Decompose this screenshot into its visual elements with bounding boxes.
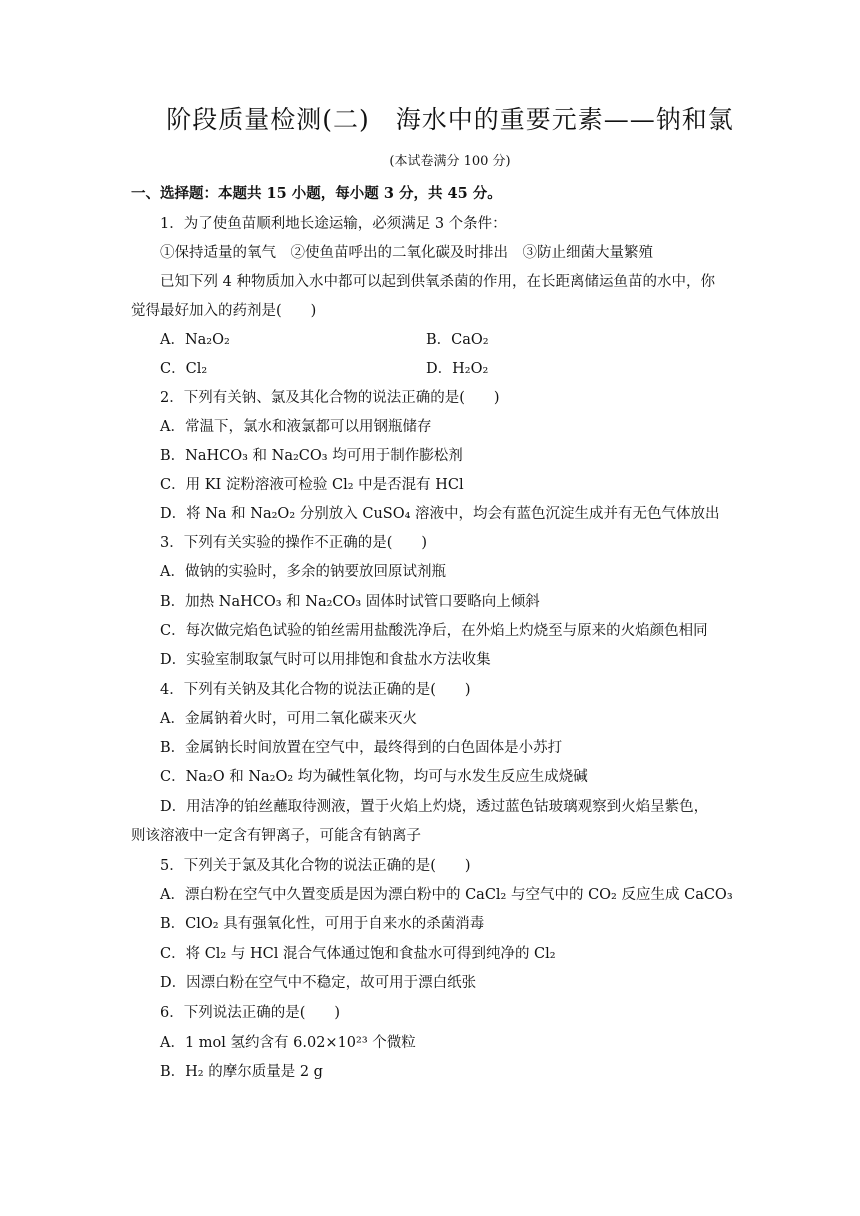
question-5-option-c: C．将 Cl₂ 与 HCl 混合气体通过饱和食盐水可得到纯净的 Cl₂ — [160, 946, 556, 962]
question-2-option-d: D．将 Na 和 Na₂O₂ 分别放入 CuSO₄ 溶液中，均会有蓝色沉淀生成并有无色气体放出 — [160, 506, 720, 522]
question-1-conditions: ①保持适量的氧气 ②使鱼苗呼出的二氧化碳及时排出 ③防止细菌大量繁殖 — [160, 245, 653, 261]
question-4-option-d-cont: 则该溶液中一定含有钾离子，可能含有钠离子 — [131, 828, 421, 844]
question-5-option-d: D．因漂白粉在空气中不稳定，故可用于漂白纸张 — [160, 975, 477, 991]
question-3-option-c: C．每次做完焰色试验的铂丝需用盐酸洗净后，在外焰上灼烧至与原来的火焰颜色相同 — [160, 623, 708, 639]
question-1-stem: 1．为了使鱼苗顺利地长途运输，必须满足 3 个条件： — [160, 216, 507, 232]
question-4-option-b: B．金属钠长时间放置在空气中，最终得到的白色固体是小苏打 — [160, 740, 563, 756]
question-4-option-a: A．金属钠着火时，可用二氧化碳来灭火 — [160, 711, 417, 727]
question-4-option-c: C．Na₂O 和 Na₂O₂ 均为碱性氧化物，均可与水发生反应生成烧碱 — [160, 769, 588, 785]
question-2-option-c: C．用 KI 淀粉溶液可检验 Cl₂ 中是否混有 HCl — [160, 477, 464, 493]
question-1-stem-line2: 已知下列 4 种物质加入水中都可以起到供氧杀菌的作用，在长距离储运鱼苗的水中，你 — [160, 274, 715, 290]
question-6-option-a: A．1 mol 氢约含有 6.02×10²³ 个微粒 — [160, 1035, 416, 1051]
question-2-option-a: A．常温下，氯水和液氯都可以用钢瓶储存 — [160, 419, 432, 435]
question-2-stem: 2．下列有关钠、氯及其化合物的说法正确的是( ) — [160, 390, 500, 406]
question-4-stem: 4．下列有关钠及其化合物的说法正确的是( ) — [160, 682, 471, 698]
page-subtitle: (本试卷满分 100 分) — [389, 154, 511, 169]
question-2-option-b: B．NaHCO₃ 和 Na₂CO₃ 均可用于制作膨松剂 — [160, 448, 463, 464]
question-4-option-d: D．用洁净的铂丝蘸取待测液，置于火焰上灼烧，透过蓝色钴玻璃观察到火焰呈紫色， — [160, 799, 709, 815]
section-heading: 一、选择题：本题共 15 小题，每小题 3 分，共 45 分。 — [131, 185, 502, 202]
question-3-option-b: B．加热 NaHCO₃ 和 Na₂CO₃ 固体时试管口要略向上倾斜 — [160, 594, 540, 610]
question-1-option-a: A．Na₂O₂ — [160, 332, 230, 348]
page-title: 阶段质量检测(二) 海水中的重要元素——钠和氯 — [166, 105, 734, 134]
question-3-stem: 3．下列有关实验的操作不正确的是( ) — [160, 535, 428, 551]
question-6-option-b: B．H₂ 的摩尔质量是 2 g — [160, 1064, 323, 1080]
question-5-option-b: B．ClO₂ 具有强氧化性，可用于自来水的杀菌消毒 — [160, 916, 485, 932]
question-1-option-c: C．Cl₂ — [160, 361, 208, 377]
question-3-option-d: D．实验室制取氯气时可以用排饱和食盐水方法收集 — [160, 652, 491, 668]
question-1-option-d: D．H₂O₂ — [426, 361, 489, 377]
question-6-stem: 6．下列说法正确的是( ) — [160, 1005, 341, 1021]
question-1-option-b: B．CaO₂ — [426, 332, 489, 348]
question-3-option-a: A．做钠的实验时，多余的钠要放回原试剂瓶 — [160, 564, 446, 580]
question-1-stem-line3: 觉得最好加入的药剂是( ) — [131, 303, 317, 319]
question-5-option-a: A．漂白粉在空气中久置变质是因为漂白粉中的 CaCl₂ 与空气中的 CO₂ 反应生成 CaCO₃ — [160, 887, 733, 903]
question-5-stem: 5．下列关于氯及其化合物的说法正确的是( ) — [160, 858, 471, 874]
